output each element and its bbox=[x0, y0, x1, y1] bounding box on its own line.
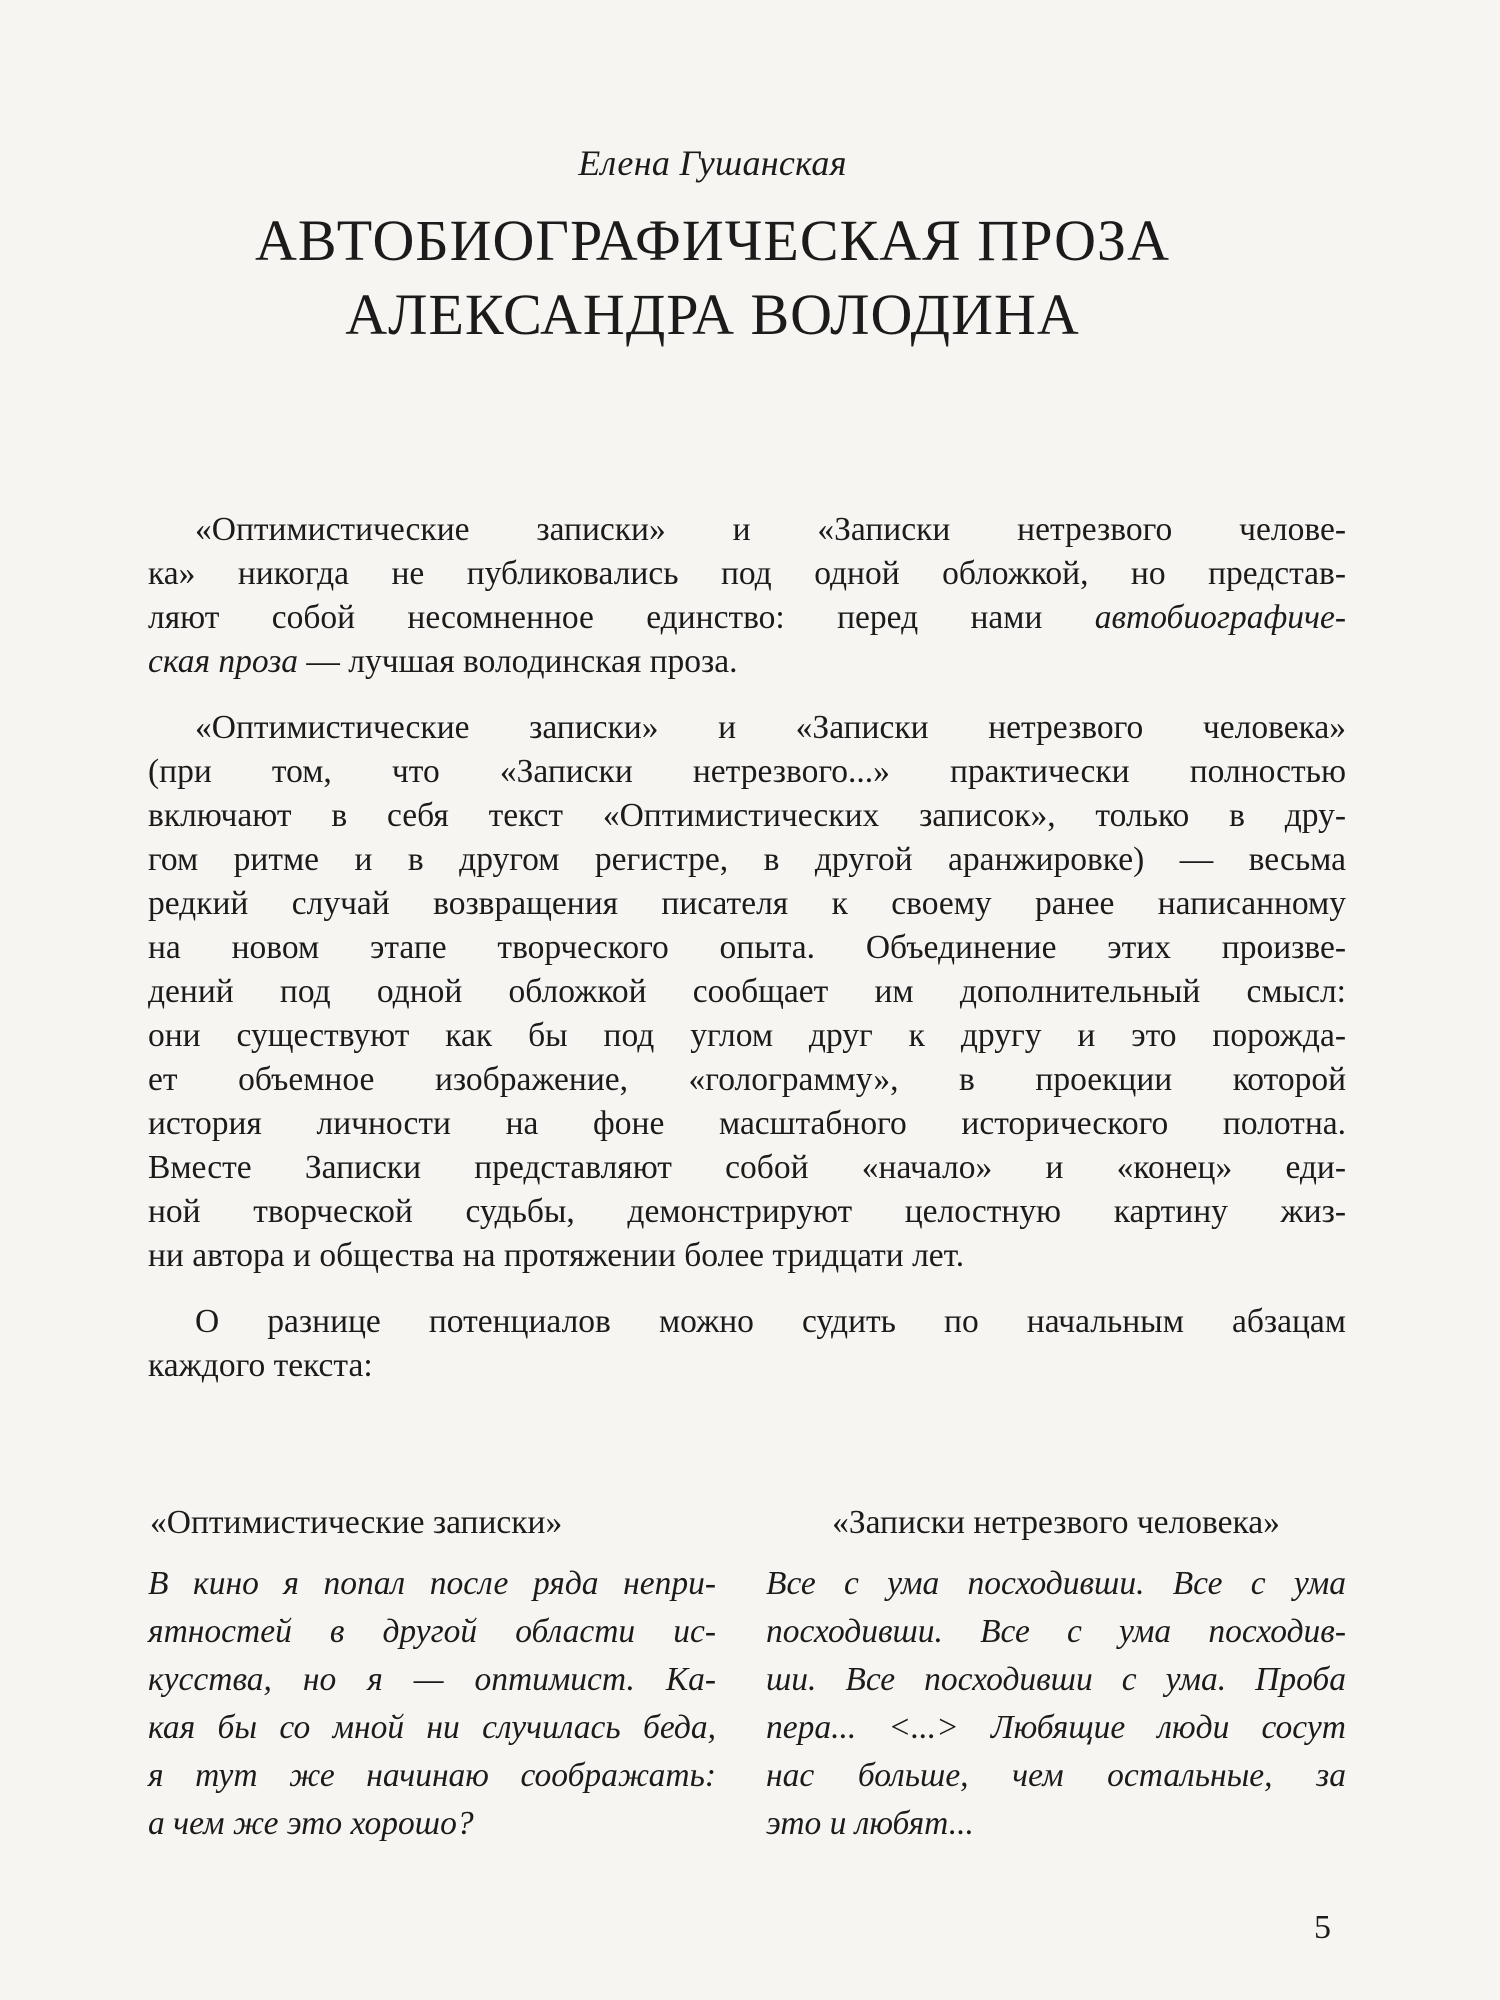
quote-line: ятностей в другой области ис- bbox=[148, 1613, 716, 1650]
paragraph-3 bbox=[148, 1300, 1346, 1388]
quote-line: кусства, но я — оптимист. Ка- bbox=[148, 1661, 716, 1698]
paragraph-2 bbox=[148, 706, 1346, 1278]
quote-line: ши. Все посходивши с ума. Проба bbox=[766, 1661, 1346, 1698]
text-line: они существуют как бы под углом друг к другу и это порожда- bbox=[148, 1017, 1346, 1054]
text-line: на новом этапе творческого опыта. Объединение этих произве- bbox=[148, 929, 1346, 966]
quote-line: Все с ума посходивши. Все с ума bbox=[766, 1565, 1346, 1602]
text-line: О разнице потенциалов можно судить по начальным абзацам bbox=[195, 1303, 1346, 1340]
quote-line: В кино я попал после ряда непри- bbox=[148, 1565, 716, 1602]
quote-line: кая бы со мной ни случилась беда, bbox=[148, 1709, 716, 1746]
title-line-1: АВТОБИОГРАФИЧЕСКАЯ ПРОЗА bbox=[255, 208, 1170, 273]
text-line: редкий случай возвращения писателя к своему ранее написанному bbox=[148, 885, 1346, 922]
article-title bbox=[0, 204, 1425, 352]
left-column bbox=[148, 1500, 716, 1848]
right-column-heading: «Записки нетрезвого человека» bbox=[832, 1504, 1280, 1541]
author-name: Елена Гушанская bbox=[578, 143, 847, 183]
right-column bbox=[766, 1500, 1346, 1848]
quote-line: это и любят... bbox=[766, 1805, 974, 1842]
italic-term: автобиографиче- bbox=[1094, 599, 1346, 636]
quote-line: посходивши. Все с ума посходив- bbox=[766, 1613, 1346, 1650]
page-number: 5 bbox=[1314, 1909, 1331, 1946]
title-line-2: АЛЕКСАНДРА ВОЛОДИНА bbox=[345, 282, 1080, 347]
text-line: «Оптимистические записки» и «Записки нетрезвого человека» bbox=[195, 709, 1346, 746]
quote-line: а чем же это хорошо? bbox=[148, 1805, 474, 1842]
text-line: дений под одной обложкой сообщает им дополнительный смысл: bbox=[148, 973, 1346, 1010]
quote-line: нас больше, чем остальные, за bbox=[766, 1757, 1346, 1794]
quote-line: пера... <...> Любящие люди сосут bbox=[766, 1709, 1346, 1746]
quote-line: я тут же начинаю соображать: bbox=[148, 1757, 716, 1794]
text-segment: — лучшая володинская проза. bbox=[298, 643, 738, 680]
left-column-heading: «Оптимистические записки» bbox=[150, 1504, 563, 1541]
text-line: гом ритме и в другом регистре, в другой аранжировке) — весьма bbox=[148, 841, 1346, 878]
text-line: (при том, что «Записки нетрезвого...» практически полностью bbox=[148, 753, 1346, 790]
text-line: каждого текста: bbox=[148, 1347, 373, 1384]
paragraph-1 bbox=[148, 508, 1346, 684]
italic-term: ская проза bbox=[148, 643, 299, 680]
text-line: «Оптимистические записки» и «Записки нетрезвого челове- bbox=[195, 511, 1346, 548]
text-line: Вместе Записки представляют собой «начало» и «конец» еди- bbox=[148, 1149, 1346, 1186]
text-line: ной творческой судьбы, демонстрируют целостную картину жиз- bbox=[148, 1193, 1346, 1230]
text-line: включают в себя текст «Оптимистических записок», только в дру- bbox=[148, 797, 1346, 834]
article-body bbox=[148, 508, 1346, 1388]
text-line: история личности на фоне масштабного исторического полотна. bbox=[148, 1105, 1346, 1142]
text-line bbox=[148, 596, 1346, 640]
text-line bbox=[148, 640, 1346, 684]
text-line: ка» никогда не публиковались под одной обложкой, но представ- bbox=[148, 555, 1346, 592]
right-column-quote bbox=[766, 1560, 1346, 1848]
text-segment: ляют собой несомненное единство: перед нами bbox=[148, 599, 1095, 636]
text-line: ет объемное изображение, «голограмму», в проекции которой bbox=[148, 1061, 1346, 1098]
text-line: ни автора и общества на протяжении более тридцати лет. bbox=[148, 1237, 965, 1274]
left-column-quote bbox=[148, 1560, 716, 1848]
